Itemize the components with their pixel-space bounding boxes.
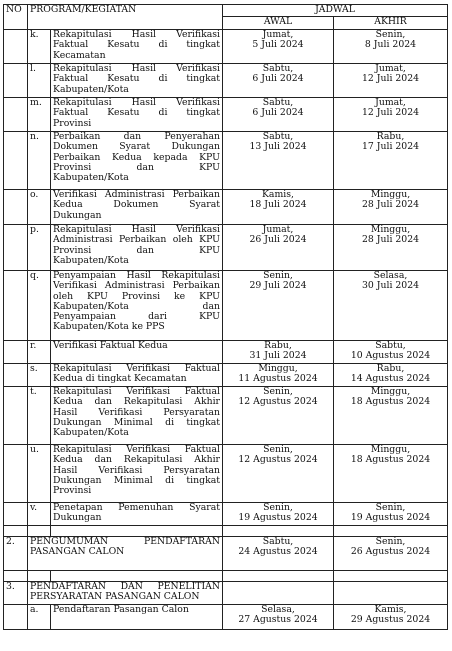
section-row [4, 537, 448, 571]
date-akhir [334, 605, 448, 630]
date-akhir-line: 28 Juli 2024 [361, 199, 420, 211]
no-cell [4, 341, 28, 364]
date-awal-line: 26 Juli 2024 [249, 234, 307, 246]
spacer-row [4, 526, 448, 537]
program-line: PERSYARATAN PASANGAN CALON [30, 591, 200, 603]
header-program: PROGRAM/KEGIATAN [28, 5, 223, 30]
date-akhir-line: 18 Agustus 2024 [350, 454, 431, 466]
date-awal-line: Senin, [263, 444, 293, 455]
table-row [4, 190, 448, 225]
program-line: Faktual Kesatu di tingkat [53, 73, 220, 85]
schedule-body [4, 30, 448, 630]
date-awal [223, 30, 334, 64]
date-akhir [334, 132, 448, 190]
table-row [4, 132, 448, 190]
program-line: Rekapitulasi Verifikasi Faktual [53, 363, 220, 374]
program-cell [51, 445, 223, 503]
table-row [4, 271, 448, 341]
date-awal [223, 537, 334, 571]
no-cell [4, 605, 28, 630]
date-awal [223, 605, 334, 630]
program-line: Rekapitulasi Hasil Verifikasi [53, 224, 220, 235]
empty-cell [4, 571, 28, 582]
date-awal [223, 271, 334, 341]
program-line: Kecamatan [53, 49, 106, 61]
header-akhir: AKHIR [334, 17, 448, 30]
program-line: Penetapan Pemenuhan Syarat [53, 502, 220, 513]
date-awal [223, 364, 334, 387]
date-awal [223, 582, 334, 605]
program-line: Faktual Kesatu di tingkat [53, 107, 220, 119]
no-cell [4, 132, 28, 190]
program-line: Rekapitulasi Hasil Verifikasi [53, 29, 220, 40]
date-akhir-line: Rabu, [376, 131, 405, 142]
date-awal [223, 132, 334, 190]
program-line: Faktual Kesatu di tingkat [53, 39, 220, 51]
date-akhir [334, 582, 448, 605]
date-awal [223, 225, 334, 271]
program-line: oleh KPU Provinsi ke KPU [53, 290, 220, 302]
date-awal-line: Senin, [263, 386, 293, 397]
date-akhir-line: Jumat, [375, 63, 406, 74]
date-awal-line: Kamis, [261, 189, 294, 200]
date-awal-line: Selasa, [261, 604, 295, 615]
date-awal [223, 98, 334, 132]
spacer-row [4, 571, 448, 582]
program-line: Rekapitulasi Hasil Verifikasi [53, 97, 220, 108]
date-awal [223, 341, 334, 364]
date-akhir-line: Minggu, [370, 189, 411, 200]
program-line: Administrasi Perbaikan oleh KPU [53, 234, 220, 246]
date-akhir-line: Minggu, [370, 224, 411, 235]
program-line: Pendaftaran Pasangan Calon [53, 604, 189, 615]
program-cell [51, 387, 223, 445]
date-awal-line: 18 Juli 2024 [249, 199, 307, 211]
date-awal-line: Jumat, [262, 29, 294, 40]
date-akhir [334, 503, 448, 526]
program-line: Kedua di tingkat Kecamatan [53, 373, 187, 385]
header-awal: AWAL [223, 17, 334, 30]
date-awal [223, 387, 334, 445]
item-letter: m. [28, 98, 51, 132]
date-awal-line: 11 Agustus 2024 [238, 373, 318, 385]
date-akhir [334, 64, 448, 98]
date-akhir [334, 190, 448, 225]
date-akhir-line: Senin, [375, 29, 406, 40]
date-awal-line: 6 Juli 2024 [252, 73, 304, 85]
date-akhir [334, 98, 448, 132]
no-cell [4, 225, 28, 271]
date-awal-line: Sabtu, [262, 97, 294, 108]
no-cell [4, 445, 28, 503]
program-line: Dokumen Syarat Dukungan [53, 141, 220, 153]
date-akhir-line: 29 Agustus 2024 [350, 614, 431, 626]
program-line: Provinsi [53, 117, 92, 129]
empty-cell [51, 526, 223, 537]
program-line: Dukungan Minimal di tingkat [53, 474, 220, 486]
empty-cell [4, 526, 28, 537]
date-awal-line: Senin, [263, 502, 293, 513]
date-akhir [334, 225, 448, 271]
date-awal-line: 31 Juli 2024 [249, 350, 307, 362]
empty-cell [334, 526, 448, 537]
program-line: Provinsi dan KPU [53, 244, 220, 256]
date-awal-line: Rabu, [264, 340, 292, 351]
program-line: Kabupaten/Kota [53, 83, 129, 95]
date-akhir-line: Kamis, [374, 604, 407, 615]
date-awal [223, 190, 334, 225]
empty-cell [51, 571, 223, 582]
program-line: Verifikasi Administrasi Perbaikan [53, 189, 220, 200]
date-akhir [334, 387, 448, 445]
item-letter: t. [28, 387, 51, 445]
program-cell [51, 132, 223, 190]
program-line: Provinsi dan KPU [53, 161, 220, 173]
program-line: Provinsi [53, 485, 92, 497]
date-akhir-line: Senin, [375, 502, 406, 513]
program-line: Penyampaian dari KPU [53, 311, 220, 323]
date-akhir [334, 537, 448, 571]
program-cell [51, 605, 223, 630]
date-akhir-line: 28 Juli 2024 [361, 234, 420, 246]
no-cell [4, 387, 28, 445]
program-line: Verifikasi Administrasi Perbaikan [53, 280, 220, 292]
program-line: Perbaikan Kedua kepada KPU [53, 151, 220, 163]
table-row [4, 387, 448, 445]
section-number: 2. [4, 537, 28, 571]
program-cell [51, 30, 223, 64]
date-akhir [334, 30, 448, 64]
date-awal-line: 24 Agustus 2024 [238, 546, 318, 558]
date-akhir-line: 17 Juli 2024 [361, 141, 420, 153]
item-letter: q. [28, 271, 51, 341]
date-akhir [334, 271, 448, 341]
empty-cell [223, 526, 334, 537]
date-akhir [334, 341, 448, 364]
program-line: PENDAFTARAN DAN PENELITIAN [30, 581, 220, 592]
date-akhir-line: Minggu, [370, 386, 411, 397]
section-row [4, 582, 448, 605]
item-letter: p. [28, 225, 51, 271]
no-cell [4, 364, 28, 387]
program-cell [28, 582, 223, 605]
date-awal-line: 12 Agustus 2024 [238, 454, 318, 466]
no-cell [4, 503, 28, 526]
header-no: NO [4, 5, 28, 30]
program-line: Rekapitulasi Verifikasi Faktual [53, 444, 220, 455]
date-akhir-line: Sabtu, [375, 340, 406, 351]
item-letter: o. [28, 190, 51, 225]
item-letter: v. [28, 503, 51, 526]
item-letter: n. [28, 132, 51, 190]
program-cell [51, 64, 223, 98]
date-awal-line: 29 Juli 2024 [249, 280, 307, 292]
no-cell [4, 271, 28, 341]
item-letter: k. [28, 30, 51, 64]
table-row [4, 98, 448, 132]
program-cell [51, 98, 223, 132]
program-line: Penyampaian Hasil Rekapitulasi [53, 270, 220, 281]
date-awal [223, 64, 334, 98]
date-awal [223, 503, 334, 526]
table-row [4, 64, 448, 98]
date-akhir-line: 26 Agustus 2024 [350, 546, 431, 558]
program-line: Kedua Dokumen Syarat [53, 199, 220, 211]
date-awal-line: 19 Agustus 2024 [238, 512, 318, 524]
date-akhir [334, 445, 448, 503]
program-cell [51, 271, 223, 341]
program-cell [28, 537, 223, 571]
date-awal-line: 5 Juli 2024 [252, 39, 304, 51]
date-awal-line: 6 Juli 2024 [252, 107, 304, 119]
program-cell [51, 341, 223, 364]
program-line: Kabupaten/Kota [53, 172, 129, 184]
header-jadwal: JADWAL [223, 5, 448, 17]
item-letter: l. [28, 64, 51, 98]
item-letter: r. [28, 341, 51, 364]
date-akhir-line: Jumat, [375, 97, 406, 108]
program-line: Perbaikan dan Penyerahan [53, 131, 220, 142]
date-akhir-line: 19 Agustus 2024 [350, 512, 431, 524]
date-akhir-line: Senin, [375, 536, 406, 547]
empty-cell [28, 571, 51, 582]
date-awal-line: Sabtu, [262, 63, 294, 74]
date-akhir-line: Minggu, [370, 444, 411, 455]
program-line: Kabupaten/Kota ke PPS [53, 321, 165, 333]
no-cell [4, 98, 28, 132]
date-awal-line: Sabtu, [262, 131, 294, 142]
date-awal-line: 27 Agustus 2024 [238, 614, 318, 626]
program-line: Kabupaten/Kota dan [53, 300, 220, 312]
program-cell [51, 190, 223, 225]
program-line: Hasil Verifikasi Persyaratan [53, 464, 220, 476]
section-number: 3. [4, 582, 28, 605]
date-akhir-line: 18 Agustus 2024 [350, 396, 431, 408]
date-akhir-line: 10 Agustus 2024 [350, 350, 431, 362]
table-row [4, 30, 448, 64]
program-line: Kedua dan Rekapitulasi Akhir [53, 396, 220, 408]
program-line: PENGUMUMAN PENDAFTARAN [30, 536, 220, 547]
date-awal-line: Sabtu, [262, 536, 294, 547]
date-awal-line: Jumat, [262, 224, 294, 235]
program-line: Dukungan [53, 512, 102, 524]
table-row [4, 341, 448, 364]
date-akhir-line: Selasa, [373, 270, 408, 281]
program-line: Rekapitulasi Verifikasi Faktual [53, 386, 220, 397]
program-line: Verifikasi Faktual Kedua [53, 340, 168, 351]
date-akhir [334, 364, 448, 387]
date-awal-line: Senin, [263, 270, 293, 281]
program-line: Kedua dan Rekapitulasi Akhir [53, 454, 220, 466]
date-akhir-line: 12 Juli 2024 [361, 73, 420, 85]
item-letter: a. [28, 605, 51, 630]
program-line: Dukungan Minimal di tingkat [53, 416, 220, 428]
no-cell [4, 190, 28, 225]
program-line: Rekapitulasi Hasil Verifikasi [53, 63, 220, 74]
date-akhir-line: 12 Juli 2024 [361, 107, 420, 119]
program-cell [51, 225, 223, 271]
date-awal-line: 13 Juli 2024 [249, 141, 307, 153]
program-line: Dukungan [53, 209, 102, 221]
table-row [4, 503, 448, 526]
table-row [4, 605, 448, 630]
date-awal [223, 445, 334, 503]
program-cell [51, 364, 223, 387]
date-awal-line: Minggu, [258, 363, 298, 374]
date-akhir-line: Rabu, [376, 363, 405, 374]
schedule-table [3, 4, 448, 630]
date-akhir-line: 14 Agustus 2024 [350, 373, 431, 385]
table-row [4, 445, 448, 503]
item-letter: s. [28, 364, 51, 387]
program-line: Kabupaten/Kota [53, 254, 129, 266]
date-akhir-line: 30 Juli 2024 [361, 280, 420, 292]
empty-cell [334, 571, 448, 582]
item-letter: u. [28, 445, 51, 503]
program-cell [51, 503, 223, 526]
table-row [4, 364, 448, 387]
date-akhir-line: 8 Juli 2024 [364, 39, 417, 51]
no-cell [4, 64, 28, 98]
date-awal-line: 12 Agustus 2024 [238, 396, 318, 408]
program-line: Hasil Verifikasi Persyaratan [53, 406, 220, 418]
empty-cell [28, 526, 51, 537]
empty-cell [223, 571, 334, 582]
no-cell [4, 30, 28, 64]
table-row [4, 225, 448, 271]
program-line: PASANGAN CALON [30, 546, 125, 558]
program-line: Kabupaten/Kota [53, 427, 129, 439]
